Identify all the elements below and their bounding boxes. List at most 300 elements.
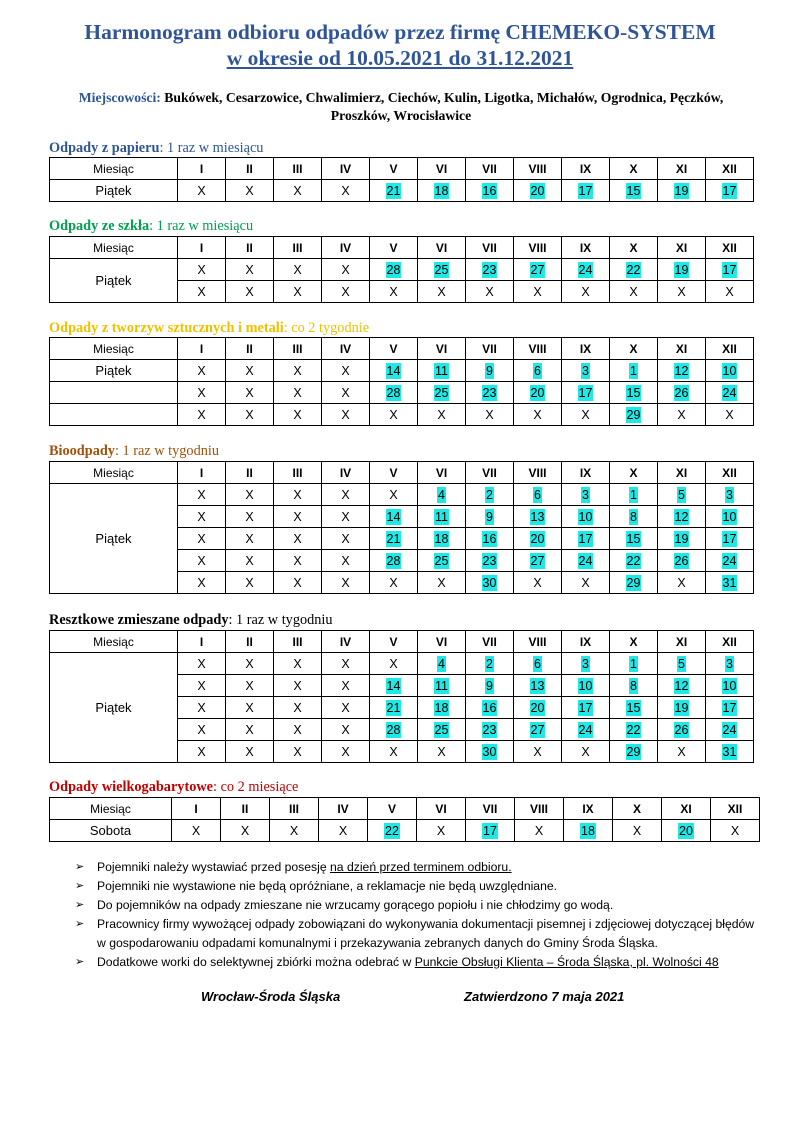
no-pickup-mark: X [341,509,350,524]
no-pickup-mark: X [191,823,201,838]
schedule-cell [658,697,706,719]
pickup-date: 1 [630,363,637,378]
schedule-cell [226,259,274,281]
schedule-cell [562,675,610,697]
day-label: Piątek [50,484,178,594]
schedule-cell [610,360,658,382]
pickup-date: 24 [578,262,593,277]
schedule-cell [274,741,322,763]
schedule-cell [610,741,658,763]
no-pickup-mark: X [197,656,206,671]
no-pickup-mark: X [245,744,254,759]
pickup-date: 14 [386,363,401,378]
schedule-cell [466,404,514,426]
schedule-cell [370,382,418,404]
schedule-cell [418,741,466,763]
schedule-cell [562,259,610,281]
section-name: Odpady z papieru [49,140,160,156]
pickup-date: 9 [486,363,493,378]
schedule-cell [706,653,754,675]
no-pickup-mark: X [341,284,350,299]
schedule-cell [226,528,274,550]
no-pickup-mark: X [245,262,254,277]
no-pickup-mark: X [437,575,446,590]
pickup-date: 27 [530,722,545,737]
notes-list [75,858,765,972]
schedule-cell [178,360,226,382]
schedule-cell [226,697,274,719]
month-header: XII [711,798,760,820]
schedule-cell [514,360,562,382]
schedule-cell [658,675,706,697]
no-pickup-mark: X [581,575,590,590]
schedule-table [49,236,754,303]
pickup-date: 31 [722,575,737,590]
schedule-cell [370,697,418,719]
pickup-date: 6 [534,656,541,671]
schedule-cell [418,572,466,594]
no-pickup-mark: X [245,678,254,693]
pickup-date: 26 [674,722,689,737]
no-pickup-mark: X [341,385,350,400]
no-pickup-mark: X [197,531,206,546]
pickup-date: 5 [678,656,685,671]
note-text: Do pojemników na odpady zmieszane nie wrzucamy gorącego popiołu i nie chłodzimy go wodą. [97,898,614,912]
pickup-date: 17 [578,385,593,400]
month-header: IX [562,338,610,360]
pickup-date: 21 [386,531,401,546]
section-title [49,612,333,628]
schedule-cell [226,506,274,528]
pickup-date: 16 [482,700,497,715]
schedule-cell [658,741,706,763]
no-pickup-mark: X [293,407,302,422]
no-pickup-mark: X [245,575,254,590]
pickup-date: 15 [626,700,641,715]
schedule-cell [178,719,226,741]
no-pickup-mark: X [436,823,446,838]
schedule-cell [274,180,322,202]
schedule-cell [274,675,322,697]
pickup-date: 17 [722,262,737,277]
note-emphasis: Punkcie Obsługi Klienta – Środa Śląska, pl. Wolności 48 [414,955,719,969]
schedule-cell [514,719,562,741]
schedule-cell [319,820,368,842]
section-title [49,320,369,336]
table-header-row [50,798,760,820]
schedule-cell [613,820,662,842]
pickup-date: 12 [674,363,689,378]
month-header: XI [662,798,711,820]
schedule-cell [610,550,658,572]
schedule-cell [706,719,754,741]
table-header-row [50,338,754,360]
schedule-cell [322,653,370,675]
schedule-cell [322,404,370,426]
no-pickup-mark: X [533,744,542,759]
schedule-cell [370,180,418,202]
pickup-date: 20 [679,823,693,838]
schedule-cell [322,382,370,404]
schedule-cell [658,528,706,550]
no-pickup-mark: X [533,407,542,422]
pickup-date: 24 [722,385,737,400]
pickup-date: 14 [386,678,401,693]
pickup-date: 29 [626,744,641,759]
pickup-date: 26 [674,385,689,400]
schedule-cell [658,719,706,741]
pickup-date: 19 [674,262,689,277]
pickup-date: 20 [530,700,545,715]
pickup-date: 5 [678,487,685,502]
pickup-date: 25 [434,722,449,737]
note-text: Pracownicy firmy wywożącej odpady zobowiązani do wykonywania dokumentacji pisemnej i zdjęciowej dotyczącej błędów w gospodarowaniu odpadami komunalnymi i przekazywania zebranych danych do Gminy Środa Śląska. [97,917,755,950]
pickup-date: 4 [438,487,445,502]
schedule-cell [562,506,610,528]
schedule-cell [178,484,226,506]
month-header: VII [466,158,514,180]
month-header: VIII [514,631,562,653]
schedule-cell [514,281,562,303]
no-pickup-mark: X [245,553,254,568]
no-pickup-mark: X [245,363,254,378]
schedule-cell [466,528,514,550]
schedule-cell [706,506,754,528]
month-header: I [178,338,226,360]
no-pickup-mark: X [389,744,398,759]
schedule-cell [610,259,658,281]
pickup-date: 25 [434,553,449,568]
no-pickup-mark: X [341,531,350,546]
no-pickup-mark: X [245,722,254,737]
table-row [50,404,754,426]
table-row [50,484,754,506]
section-title [49,443,219,459]
schedule-cell [706,741,754,763]
table-header-row [50,237,754,259]
pickup-date: 17 [722,700,737,715]
pickup-date: 15 [626,531,641,546]
pickup-date: 19 [674,700,689,715]
schedule-cell [226,550,274,572]
no-pickup-mark: X [293,678,302,693]
pickup-date: 22 [626,262,641,277]
pickup-date: 12 [674,678,689,693]
schedule-cell [274,484,322,506]
schedule-cell [274,697,322,719]
schedule-cell [466,281,514,303]
arrow-bullet-icon: ➢ [75,880,85,892]
pickup-date: 16 [482,531,497,546]
month-header: VII [466,338,514,360]
no-pickup-mark: X [341,363,350,378]
schedule-cell [562,697,610,719]
no-pickup-mark: X [197,407,206,422]
month-header: III [274,631,322,653]
schedule-cell [466,741,514,763]
schedule-cell [610,281,658,303]
month-header: IX [562,237,610,259]
schedule-cell [562,281,610,303]
pickup-date: 10 [722,678,737,693]
schedule-cell [178,404,226,426]
table-header-row [50,631,754,653]
schedule-cell [562,484,610,506]
no-pickup-mark: X [293,575,302,590]
month-header: IV [322,338,370,360]
pickup-date: 27 [530,262,545,277]
schedule-table [49,461,754,594]
table-row [50,382,754,404]
month-header: XI [658,462,706,484]
month-header: III [274,338,322,360]
month-header: VII [466,798,515,820]
no-pickup-mark: X [341,678,350,693]
schedule-cell [322,528,370,550]
month-header: V [370,338,418,360]
schedule-cell [178,550,226,572]
no-pickup-mark: X [293,183,302,198]
localities [48,89,754,125]
schedule-cell [178,528,226,550]
pickup-date: 11 [435,678,448,693]
month-header-label: Miesiąc [50,798,172,820]
schedule-cell [370,259,418,281]
schedule-cell [562,404,610,426]
month-header-label: Miesiąc [50,237,178,259]
schedule-cell [711,820,760,842]
no-pickup-mark: X [389,575,398,590]
month-header: II [226,158,274,180]
schedule-cell [706,382,754,404]
no-pickup-mark: X [245,531,254,546]
schedule-table [49,630,754,763]
schedule-cell [514,180,562,202]
schedule-cell [466,259,514,281]
pickup-date: 1 [630,487,637,502]
schedule-cell [274,382,322,404]
schedule-cell [706,259,754,281]
no-pickup-mark: X [341,575,350,590]
schedule-cell [368,820,417,842]
no-pickup-mark: X [485,284,494,299]
pickup-date: 3 [582,487,589,502]
schedule-cell [322,675,370,697]
arrow-bullet-icon: ➢ [75,956,85,968]
pickup-date: 22 [385,823,399,838]
schedule-cell [706,675,754,697]
schedule-cell [322,259,370,281]
no-pickup-mark: X [245,385,254,400]
section-title [49,779,298,795]
schedule-cell [274,653,322,675]
no-pickup-mark: X [338,823,348,838]
schedule-cell [706,572,754,594]
no-pickup-mark: X [197,262,206,277]
schedule-cell [610,653,658,675]
schedule-cell [466,180,514,202]
schedule-cell [418,697,466,719]
no-pickup-mark: X [389,656,398,671]
schedule-cell [322,550,370,572]
schedule-cell [658,259,706,281]
schedule-cell [610,506,658,528]
month-header: V [368,798,417,820]
no-pickup-mark: X [245,509,254,524]
no-pickup-mark: X [581,744,590,759]
no-pickup-mark: X [245,407,254,422]
month-header-label: Miesiąc [50,462,178,484]
section-frequency: : co 2 tygodnie [283,320,370,336]
month-header: VI [418,631,466,653]
month-header: VI [417,798,466,820]
schedule-cell [370,404,418,426]
pickup-date: 3 [726,656,733,671]
month-header: VI [418,462,466,484]
schedule-cell [418,719,466,741]
pickup-date: 4 [438,656,445,671]
no-pickup-mark: X [293,722,302,737]
no-pickup-mark: X [293,700,302,715]
no-pickup-mark: X [341,407,350,422]
schedule-cell [562,741,610,763]
note-item [75,858,765,877]
schedule-cell [658,484,706,506]
no-pickup-mark: X [293,363,302,378]
pickup-date: 24 [722,722,737,737]
month-header: IX [562,158,610,180]
pickup-date: 29 [626,407,641,422]
pickup-date: 18 [434,700,449,715]
schedule-cell [658,382,706,404]
pickup-date: 20 [530,531,545,546]
no-pickup-mark: X [677,407,686,422]
no-pickup-mark: X [293,487,302,502]
pickup-date: 3 [582,363,589,378]
pickup-date: 28 [386,385,401,400]
month-header: XI [658,338,706,360]
schedule-cell [370,281,418,303]
schedule-cell [418,382,466,404]
pickup-date: 12 [674,509,689,524]
no-pickup-mark: X [293,385,302,400]
pickup-date: 3 [726,487,733,502]
schedule-cell [226,653,274,675]
table-row [50,653,754,675]
pickup-date: 28 [386,722,401,737]
schedule-cell [322,697,370,719]
pickup-date: 24 [722,553,737,568]
no-pickup-mark: X [293,531,302,546]
month-header: I [172,798,221,820]
no-pickup-mark: X [245,656,254,671]
schedule-cell [610,180,658,202]
schedule-cell [466,360,514,382]
pickup-date: 18 [434,183,449,198]
month-header: VII [466,631,514,653]
schedule-cell [178,259,226,281]
month-header: II [221,798,270,820]
month-header: X [610,237,658,259]
month-header: IV [319,798,368,820]
pickup-date: 14 [386,509,401,524]
schedule-cell [658,281,706,303]
schedule-table [49,157,754,202]
month-header-label: Miesiąc [50,158,178,180]
month-header: III [274,158,322,180]
no-pickup-mark: X [245,487,254,502]
schedule-cell [274,550,322,572]
no-pickup-mark: X [197,744,206,759]
schedule-cell [610,719,658,741]
no-pickup-mark: X [581,284,590,299]
month-header: VIII [514,462,562,484]
no-pickup-mark: X [725,284,734,299]
table-row [50,180,754,202]
schedule-cell [466,719,514,741]
month-header: X [610,631,658,653]
schedule-cell [706,550,754,572]
month-header: II [226,237,274,259]
month-header: VI [418,237,466,259]
month-header: VIII [515,798,564,820]
schedule-cell [466,382,514,404]
schedule-cell [274,572,322,594]
note-text: Pojemniki nie wystawione nie będą opróżniane, a reklamacje nie będą uwzględniane. [97,879,558,893]
schedule-cell [417,820,466,842]
month-header: XII [706,237,754,259]
schedule-cell [274,404,322,426]
day-label [50,382,178,404]
schedule-cell [370,572,418,594]
schedule-cell [466,820,515,842]
schedule-cell [514,550,562,572]
month-header: III [274,237,322,259]
note-item [75,877,765,896]
pickup-date: 20 [530,385,545,400]
schedule-cell [418,180,466,202]
no-pickup-mark: X [677,744,686,759]
schedule-cell [178,572,226,594]
no-pickup-mark: X [677,284,686,299]
no-pickup-mark: X [725,407,734,422]
pickup-date: 23 [482,262,497,277]
schedule-cell [418,259,466,281]
pickup-date: 6 [534,487,541,502]
pickup-date: 19 [674,531,689,546]
schedule-cell [658,653,706,675]
schedule-cell [514,404,562,426]
no-pickup-mark: X [534,823,544,838]
schedule-cell [562,719,610,741]
pickup-date: 22 [626,553,641,568]
schedule-cell [226,382,274,404]
section-name: Bioodpady [49,443,115,459]
schedule-cell [514,741,562,763]
pickup-date: 30 [482,744,497,759]
schedule-cell [562,180,610,202]
table-header-row [50,462,754,484]
month-header: I [178,158,226,180]
pickup-date: 28 [386,553,401,568]
no-pickup-mark: X [197,487,206,502]
pickup-date: 26 [674,553,689,568]
table-row [50,259,754,281]
no-pickup-mark: X [581,407,590,422]
no-pickup-mark: X [293,656,302,671]
no-pickup-mark: X [389,407,398,422]
schedule-cell [514,653,562,675]
